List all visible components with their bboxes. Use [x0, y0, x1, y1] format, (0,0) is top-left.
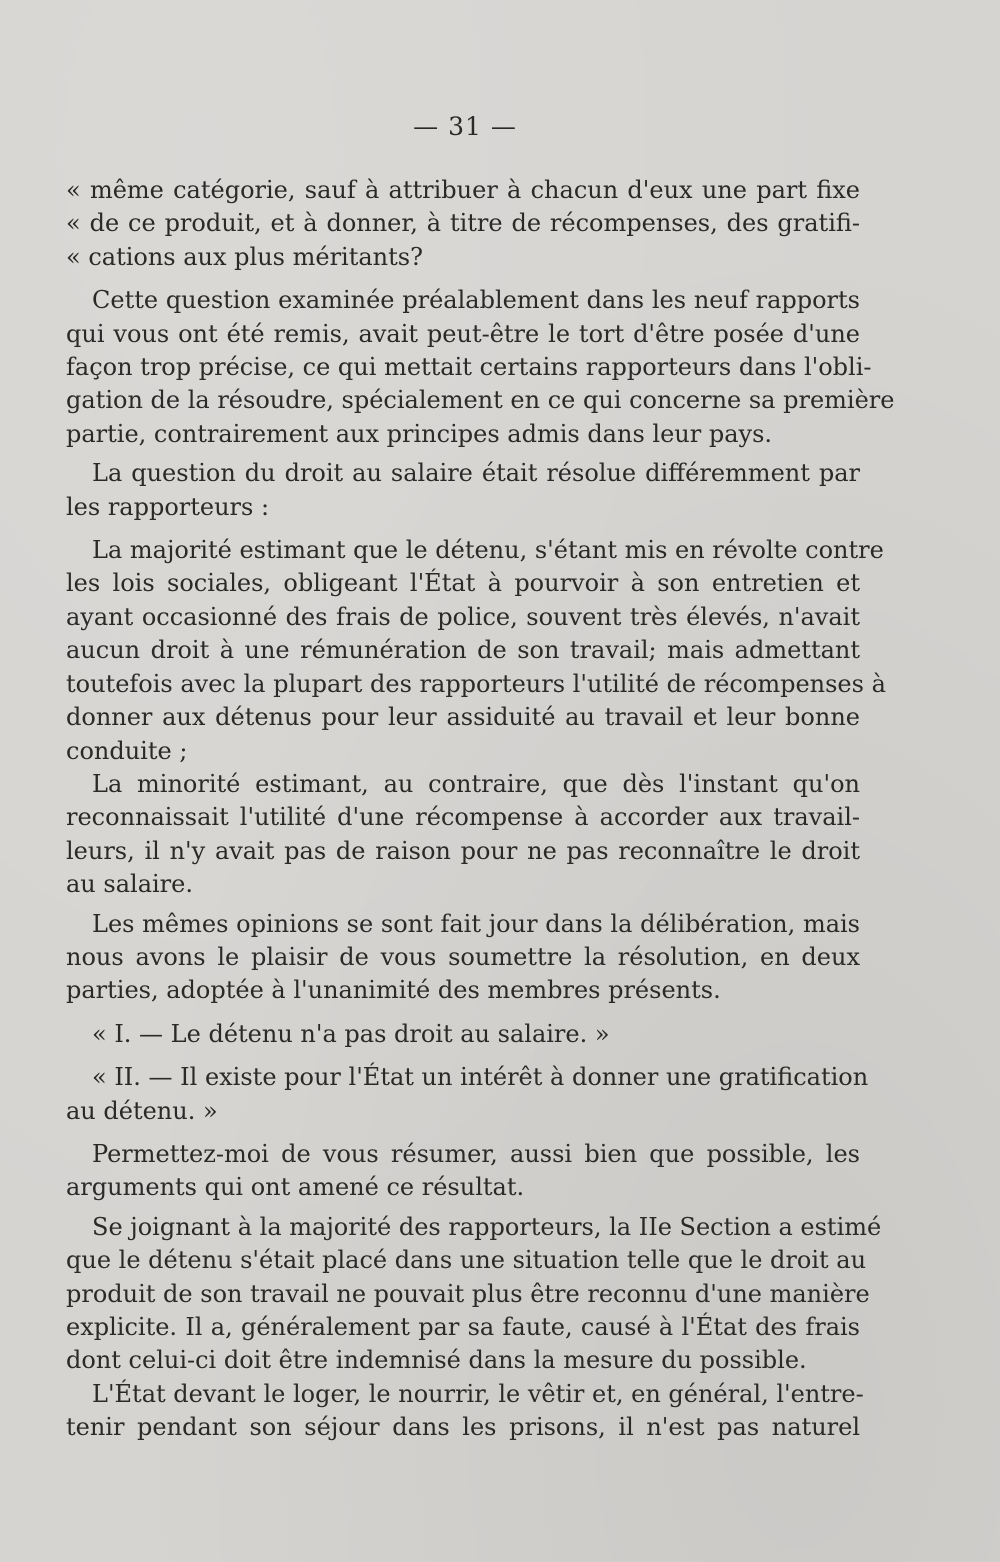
text-line: que le détenu s'était placé dans une situation telle que le droit au — [66, 1246, 867, 1275]
text-line: Permettez-moi de vous résumer, aussi bien que possible, les — [92, 1139, 860, 1168]
text-line: arguments qui ont amené ce résultat. — [66, 1173, 525, 1202]
paragraph — [66, 534, 886, 768]
text-line: produit de son travail ne pouvait plus être reconnu d'une manière — [66, 1279, 870, 1308]
paragraph — [66, 1378, 864, 1445]
text-line: La question du droit au salaire était résolue différemment par — [92, 459, 860, 488]
text-line: tenir pendant son séjour dans les prisons, il n'est pas naturel — [66, 1413, 860, 1442]
text-line: Cette question examinée préalablement dans les neuf rapports — [92, 286, 860, 315]
body-text — [66, 174, 895, 1445]
text-line: leurs, il n'y avait pas de raison pour ne pas reconnaître le droit — [66, 836, 860, 865]
text-line: façon trop précise, ce qui mettait certains rapporteurs dans l'obli- — [66, 353, 872, 382]
text-line: nous avons le plaisir de vous soumettre la résolution, en deux — [66, 942, 860, 971]
text-line: qui vous ont été remis, avait peut-être le tort d'être posée d'une — [66, 319, 860, 348]
text-line: « I. — Le détenu n'a pas droit au salaire. » — [92, 1019, 610, 1048]
text-line: « de ce produit, et à donner, à titre de récompenses, des gratifi- — [66, 209, 860, 238]
paragraph — [66, 1138, 860, 1205]
text-line: gation de la résoudre, spécialement en ce qui concerne sa première — [66, 386, 895, 415]
text-line: reconnaissait l'utilité d'une récompense à accorder aux travail- — [66, 803, 860, 832]
paragraph — [66, 908, 860, 1008]
text-line: La majorité estimant que le détenu, s'étant mis en révolte contre — [92, 536, 884, 565]
page-number: — 31 — — [413, 112, 517, 141]
text-line: Se joignant à la majorité des rapporteurs, la IIe Section a estimé — [92, 1212, 882, 1241]
text-line: au salaire. — [66, 870, 193, 899]
resolution-part-one — [66, 1018, 860, 1051]
text-line: les rapporteurs : — [66, 492, 270, 521]
text-line: « II. — Il existe pour l'État un intérêt à donner une gratification — [92, 1063, 869, 1092]
text-line: La minorité estimant, au contraire, que dès l'instant qu'on — [92, 769, 860, 798]
paragraph — [66, 768, 860, 902]
paragraph — [66, 1211, 882, 1378]
text-line: toutefois avec la plupart des rapporteurs l'utilité de récompenses à — [66, 669, 886, 698]
text-line: L'État devant le loger, le nourrir, le vêtir et, en général, l'entre- — [92, 1379, 864, 1408]
resolution-part-two — [66, 1061, 869, 1128]
paragraph — [66, 457, 860, 524]
text-line: explicite. Il a, généralement par sa faute, causé à l'État des frais — [66, 1313, 860, 1341]
text-line: Les mêmes opinions se sont fait jour dans la délibération, mais — [92, 909, 860, 938]
paragraph — [66, 284, 895, 451]
text-line: donner aux détenus pour leur assiduité au travail et leur bonne — [66, 703, 860, 732]
text-line: au détenu. » — [66, 1096, 218, 1125]
text-line: les lois sociales, obligeant l'État à pourvoir à son entretien et — [66, 569, 860, 598]
text-line: conduite ; — [66, 736, 188, 765]
text-line: « même catégorie, sauf à attribuer à chacun d'eux une part fixe — [66, 176, 860, 204]
text-line: aucun droit à une rémunération de son travail; mais admettant — [66, 636, 860, 665]
text-line: partie, contrairement aux principes admis dans leur pays. — [66, 419, 773, 448]
text-line: « cations aux plus méritants? — [66, 242, 423, 271]
text-line: parties, adoptée à l'unanimité des membres présents. — [66, 976, 721, 1005]
text-line: ayant occasionné des frais de police, souvent très élevés, n'avait — [66, 602, 860, 631]
paragraph-quote-continuation — [66, 174, 860, 274]
text-line: dont celui-ci doit être indemnisé dans la mesure du possible. — [66, 1346, 807, 1375]
